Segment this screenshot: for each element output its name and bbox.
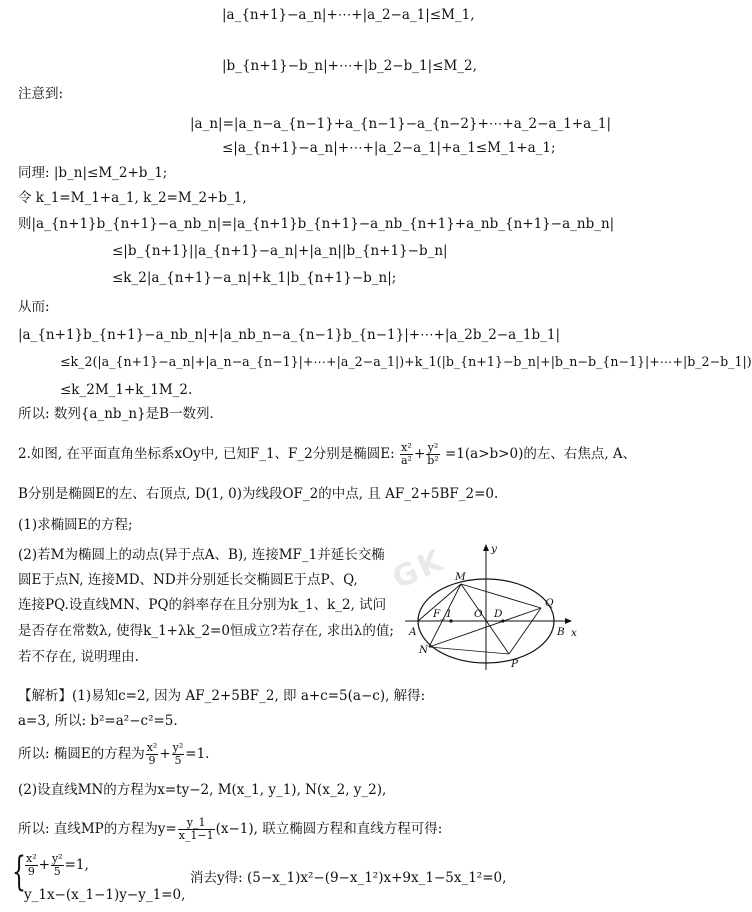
sys-y-fraction [51,853,64,878]
solution-line-5 [18,817,442,842]
plus-sign: + [38,857,50,873]
same-line: 同理: |b_n|≤M_2+b_1; [18,165,168,181]
question-2-part-2-line-2: 圆E于点N, 连接MD、ND并分别延长交椭圆E于点P、Q, [18,572,358,588]
ellipse-figure [405,540,585,672]
question-2-part-2-line-4: 是否存在常数λ, 使得k_1+λk_2=0恒成立?若存在, 求出λ的值; [18,623,394,639]
ellipse-y-den: b² [427,454,439,467]
ellipse-x-fraction [400,442,413,467]
conclusion-line: 所以: 数列{a_nb_n}是B一数列. [18,406,214,422]
solution-3-text: 所以: 椭圆E的方程为 [18,746,145,762]
sys-x-num: x² [26,852,37,865]
solution-line-1: 【解析】(1)易知c=2, 因为 AF_2+5BF_2, 即 a+c=5(a−c), 解得: [18,688,426,704]
solution-3-tail: =1. [185,746,210,762]
slope-den: x_1−1 [178,829,214,842]
then-line-1: 则|a_{n+1}b_{n+1}−a_nb_n|=|a_{n+1}b_{n+1}−a_nb_{n+1}+a_nb_{n+1}−a_nb_n| [18,216,615,232]
question-2-line-1 [18,442,636,467]
x-axis-arrow-icon [565,618,572,624]
an-line-2: ≤|a_{n+1}−a_n|+⋯+|a_2−a_1|+a_1≤M_1+a_1; [222,140,556,156]
sys-x-fraction [25,853,38,878]
sol-y-num: y² [172,741,184,754]
sol-y-fraction [172,742,185,767]
label-y: y [491,543,497,555]
ellipse-x-num: x² [401,441,412,454]
solution-line-2: a=3, 所以: b²=a²−c²=5. [18,713,178,729]
ellipse-x-den: a² [400,454,412,467]
label-f1: F_1 [433,608,453,620]
eliminate-line: 消去y得: (5−x_1)x²−(9−x_1²)x+9x_1−5x_1²=0, [190,870,507,886]
sol-x-fraction [146,742,159,767]
label-o: O [474,608,483,620]
ellipse-y-num: y² [427,441,439,454]
system-brace: { [12,849,26,895]
sum-line-2: ≤k_2(|a_{n+1}−a_n|+|a_n−a_{n−1}|+⋯+|a_2−a_1|)+k_1(|b_{n+1}−b_n|+|b_n−b_{n−1}|+⋯+|b_2−b_1|) [60,354,752,369]
solution-line-3 [18,742,209,767]
label-x: x [571,627,577,639]
then-line-2: ≤|b_{n+1}||a_{n+1}−a_n|+|a_n||b_{n+1}−b_n| [112,243,448,259]
question-2-part-2-line-3: 连接PQ.设直线MN、PQ的斜率存在且分别为k_1、k_2, 试问 [18,597,387,613]
ineq-b: |b_{n+1}−b_n|+⋯+|b_2−b_1|≤M_2, [222,58,477,74]
ineq-a: |a_{n+1}−a_n|+⋯+|a_2−a_1|≤M_1, [222,7,475,23]
slope-num: y_1 [178,817,215,830]
label-m: M [455,571,466,583]
plus-sign: + [413,446,426,462]
sol-y-den: 5 [174,754,182,767]
plus-sign: + [159,746,171,762]
sys-x-den: 9 [27,865,35,878]
sum-line-1: |a_{n+1}b_{n+1}−a_nb_n|+|a_nb_n−a_{n−1}b_{n−1}|+⋯+|a_2b_2−a_1b_1| [18,327,561,343]
q2-intro-text: 2.如图, 在平面直角坐标系xOy中, 已知F_1、F_2分别是椭圆E: [18,446,395,462]
let-line: 令 k_1=M_1+a_1, k_2=M_2+b_1, [18,190,247,206]
sys-y-num: y² [51,852,63,865]
system-1-tail: =1, [64,857,89,873]
y-axis-arrow-icon [483,544,489,551]
question-2-part-1: (1)求椭圆E的方程; [18,517,133,533]
question-2-part-2-line-1: (2)若M为椭圆上的动点(异于点A、B), 连接MF_1并延长交椭 [18,547,385,563]
label-b: B [557,626,565,638]
an-line-1: |a_n|=|a_n−a_{n−1}+a_{n−1}−a_{n−2}+⋯+a_2−a_1+a_1| [190,116,612,132]
label-d: D [494,608,503,620]
question-2-line-2: B分别是椭圆E的左、右顶点, D(1, 0)为线段OF_2的中点, 且 AF_2+5BF_2=0. [18,486,499,502]
ellipse-y-fraction [426,442,439,467]
solution-line-4: (2)设直线MN的方程为x=ty−2, M(x_1, y_1), N(x_2, y_2), [18,782,387,798]
sol-x-den: 9 [148,754,156,767]
label-q: Q [545,597,554,609]
solution-5-tail: (x−1), 联立椭圆方程和直线方程可得: [215,821,443,837]
system-line-2: y_1x−(x_1−1)y−y_1=0, [24,887,186,903]
system-line-1 [24,853,89,878]
sum-line-3: ≤k_2M_1+k_1M_2. [60,382,193,398]
sol-x-num: x² [146,741,158,754]
sys-y-den: 5 [53,865,61,878]
note-label: 注意到: [18,86,64,102]
question-2-part-2-line-5: 若不存在, 说明理由. [18,649,139,665]
then-line-3: ≤k_2|a_{n+1}−a_n|+k_1|b_{n+1}−b_n|; [112,270,397,286]
watermark: GK [387,542,451,597]
slope-fraction [178,817,215,842]
solution-5-text: 所以: 直线MP的方程为y= [18,821,177,837]
label-p: P [511,658,519,670]
hence-label: 从而: [18,299,50,315]
label-n: N [419,644,429,656]
q2-intro-tail: =1(a>b>0)的左、右焦点, A、 [445,446,637,462]
label-a: A [409,626,417,638]
